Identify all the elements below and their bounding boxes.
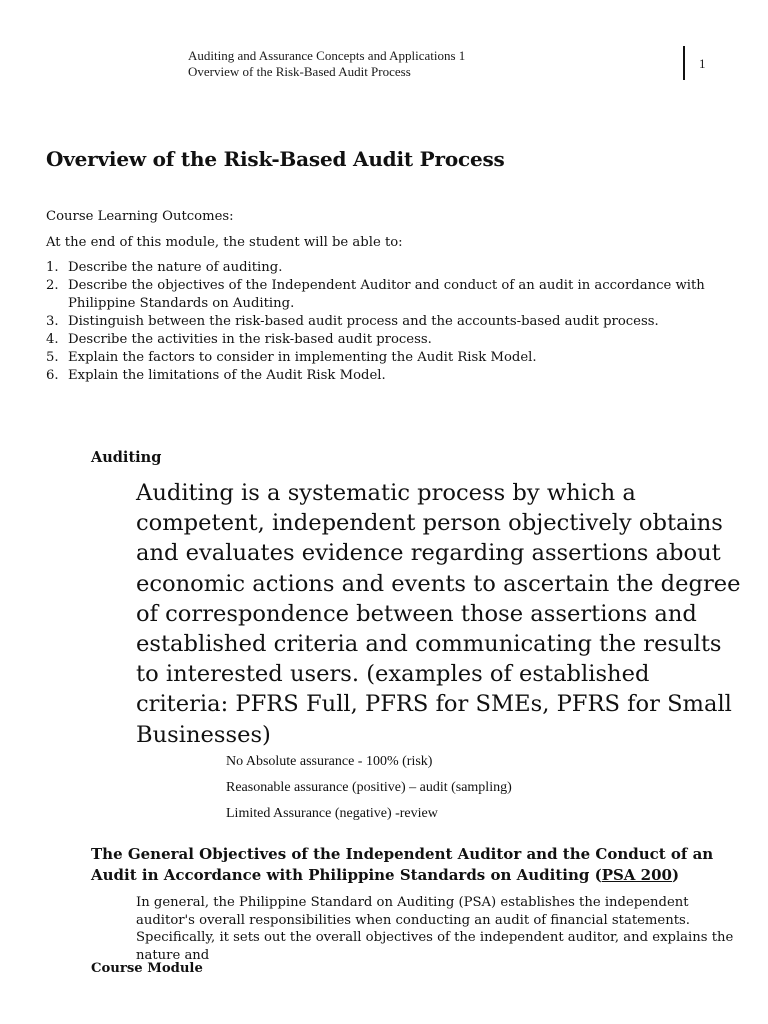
auditing-definition: Auditing is a systematic process by which a competent, independent person objectively obtains and evaluates evidence regarding assertions about economic actions and events to ascertain the degree of correspondence between those assertions and established criteria and communicating the results to interested users. (examples of established criteria: PFRS Full, PFRS for SMEs, PFRS for Small Businesses) bbox=[136, 480, 741, 748]
list-item bbox=[46, 277, 726, 313]
list-text: Distinguish between the risk-based audit process and the accounts-based audit process. bbox=[68, 314, 659, 329]
outcomes-intro: At the end of this module, the student will be able to: bbox=[46, 235, 403, 250]
page-footer: Course Module bbox=[91, 961, 203, 976]
list-text: Describe the objectives of the Independent Auditor and conduct of an audit in accordance with Philippine Standards on Auditing. bbox=[68, 278, 705, 311]
list-item bbox=[46, 331, 726, 349]
list-item bbox=[46, 349, 726, 367]
running-header bbox=[188, 48, 465, 80]
list-text: Describe the nature of auditing. bbox=[68, 260, 283, 275]
header-course-title: Auditing and Assurance Concepts and Applications 1 bbox=[188, 48, 466, 63]
list-number: 6. bbox=[46, 368, 59, 383]
list-item bbox=[46, 259, 726, 277]
header-divider bbox=[683, 46, 685, 80]
objectives-paragraph: In general, the Philippine Standard on Auditing (PSA) establishes the independent auditor's overall responsibilities when conducting an audit of financial statements. Specifically, it sets out the overall objectives of the independent auditor, and explains the nature and bbox=[136, 895, 734, 963]
objectives-heading-close: ) bbox=[671, 866, 680, 884]
list-number: 4. bbox=[46, 332, 59, 347]
list-item bbox=[46, 313, 726, 331]
list-number: 5. bbox=[46, 350, 59, 365]
assurance-item-reasonable: Reasonable assurance (positive) – audit (sampling) bbox=[226, 780, 512, 795]
outcomes-label: Course Learning Outcomes: bbox=[46, 209, 234, 224]
psa-200-link[interactable]: PSA 200 bbox=[601, 866, 672, 884]
list-text: Describe the activities in the risk-based audit process. bbox=[68, 332, 432, 347]
outcomes-list bbox=[46, 259, 726, 385]
auditing-heading: Auditing bbox=[91, 449, 162, 466]
list-text: Explain the limitations of the Audit Risk Model. bbox=[68, 368, 386, 383]
list-number: 3. bbox=[46, 314, 59, 329]
list-number: 2. bbox=[46, 278, 59, 293]
objectives-heading-text: The General Objectives of the Independent Auditor and the Conduct of an Audit in Accordance with Philippine Standards on Auditing ( bbox=[91, 845, 714, 884]
assurance-item-limited: Limited Assurance (negative) -review bbox=[226, 806, 438, 821]
list-number: 1. bbox=[46, 260, 59, 275]
assurance-item-absolute: No Absolute assurance - 100% (risk) bbox=[226, 754, 433, 769]
header-module-title: Overview of the Risk-Based Audit Process bbox=[188, 64, 411, 79]
page-number: 1 bbox=[699, 56, 706, 71]
list-item bbox=[46, 367, 726, 385]
objectives-heading bbox=[91, 844, 731, 886]
page-title: Overview of the Risk-Based Audit Process bbox=[46, 147, 505, 171]
list-text: Explain the factors to consider in implementing the Audit Risk Model. bbox=[68, 350, 537, 365]
